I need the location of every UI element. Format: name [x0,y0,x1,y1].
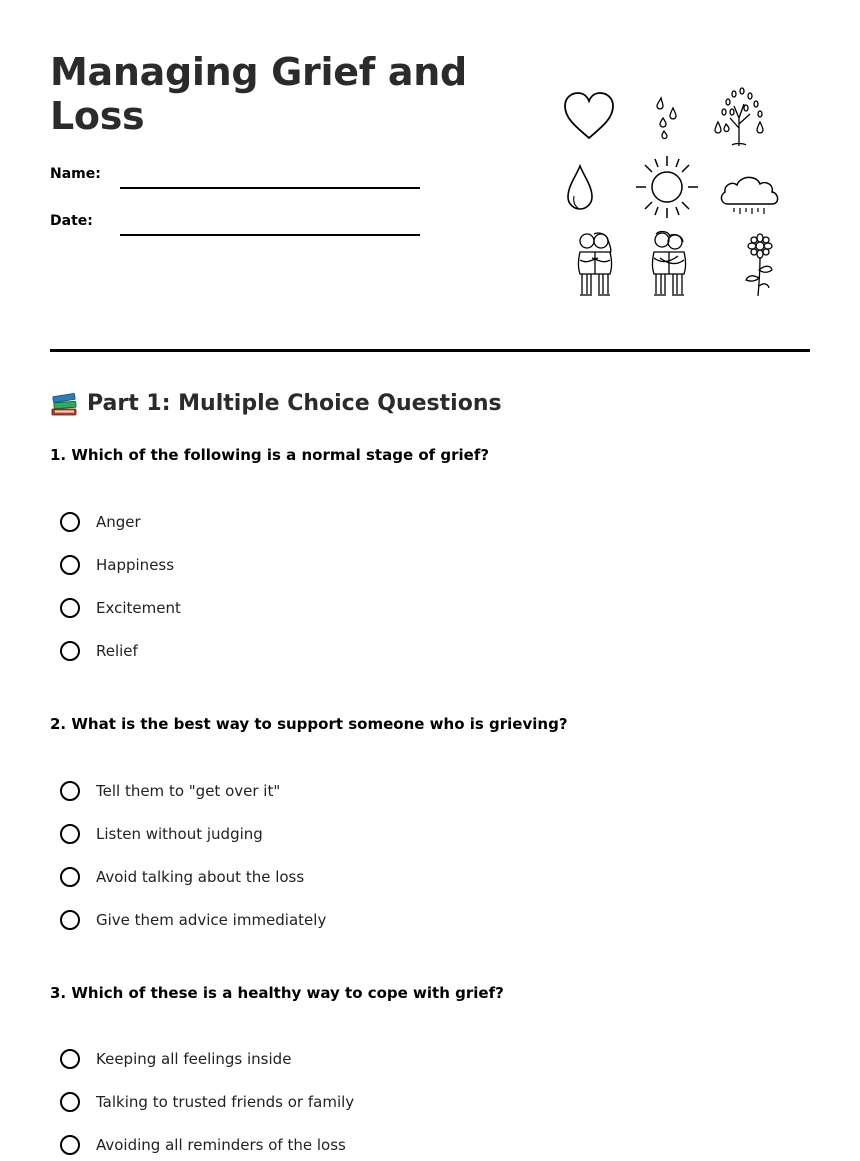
date-label: Date: [50,213,93,229]
q3-option-2[interactable] [60,1089,354,1115]
tears-icon [653,96,683,140]
option-label: Give them advice immediately [96,911,327,929]
question-3: 3. Which of these is a healthy way to cope with grief? [50,984,504,1002]
decorative-icon-grid [558,88,788,302]
q3-option-1[interactable] [60,1046,291,1072]
question-1: 1. Which of the following is a normal stage of grief? [50,446,490,464]
radio-button[interactable] [60,1049,80,1069]
radio-button[interactable] [60,910,80,930]
q3-option-3[interactable] [60,1132,346,1158]
option-label: Avoiding all reminders of the loss [96,1136,346,1154]
radio-button[interactable] [60,555,80,575]
hugging-pair-icon [646,230,692,298]
section-heading [50,388,502,420]
radio-button[interactable] [60,781,80,801]
option-label: Excitement [96,599,181,617]
question-2: 2. What is the best way to support someone who is grieving? [50,715,568,733]
title-line-2: Loss [50,94,145,138]
option-label: Relief [96,642,138,660]
flower-icon [742,234,776,298]
option-label: Anger [96,513,141,531]
option-label: Tell them to "get over it" [96,782,281,800]
radio-button[interactable] [60,512,80,532]
teardrop-icon [566,164,594,214]
option-label: Keeping all feelings inside [96,1050,292,1068]
q1-option-3[interactable] [60,595,181,621]
q2-option-3[interactable] [60,864,304,890]
q2-option-2[interactable] [60,821,263,847]
q1-option-4[interactable] [60,638,138,664]
option-label: Talking to trusted friends or family [96,1093,355,1111]
radio-button[interactable] [60,1135,80,1155]
name-field[interactable] [120,187,420,189]
heart-icon [563,92,615,140]
radio-button[interactable] [60,1092,80,1112]
page-title [50,50,467,138]
q1-option-2[interactable] [60,552,174,578]
date-field[interactable] [120,234,420,236]
header-divider [50,349,810,352]
weeping-tree-icon [710,88,772,148]
rain-cloud-icon [718,170,782,218]
radio-button[interactable] [60,641,80,661]
books-icon [50,390,78,418]
option-label: Happiness [96,556,175,574]
q2-option-1[interactable] [60,778,280,804]
option-label: Avoid talking about the loss [96,868,305,886]
hugging-couple-icon [572,230,618,298]
q2-option-4[interactable] [60,907,326,933]
name-label: Name: [50,166,101,182]
radio-button[interactable] [60,867,80,887]
radio-button[interactable] [60,598,80,618]
section-heading-text: Part 1: Multiple Choice Questions [87,391,502,416]
radio-button[interactable] [60,824,80,844]
option-label: Listen without judging [96,825,263,843]
q1-option-1[interactable] [60,509,141,535]
title-line-1: Managing Grief and [50,50,467,94]
sun-icon [634,154,700,220]
